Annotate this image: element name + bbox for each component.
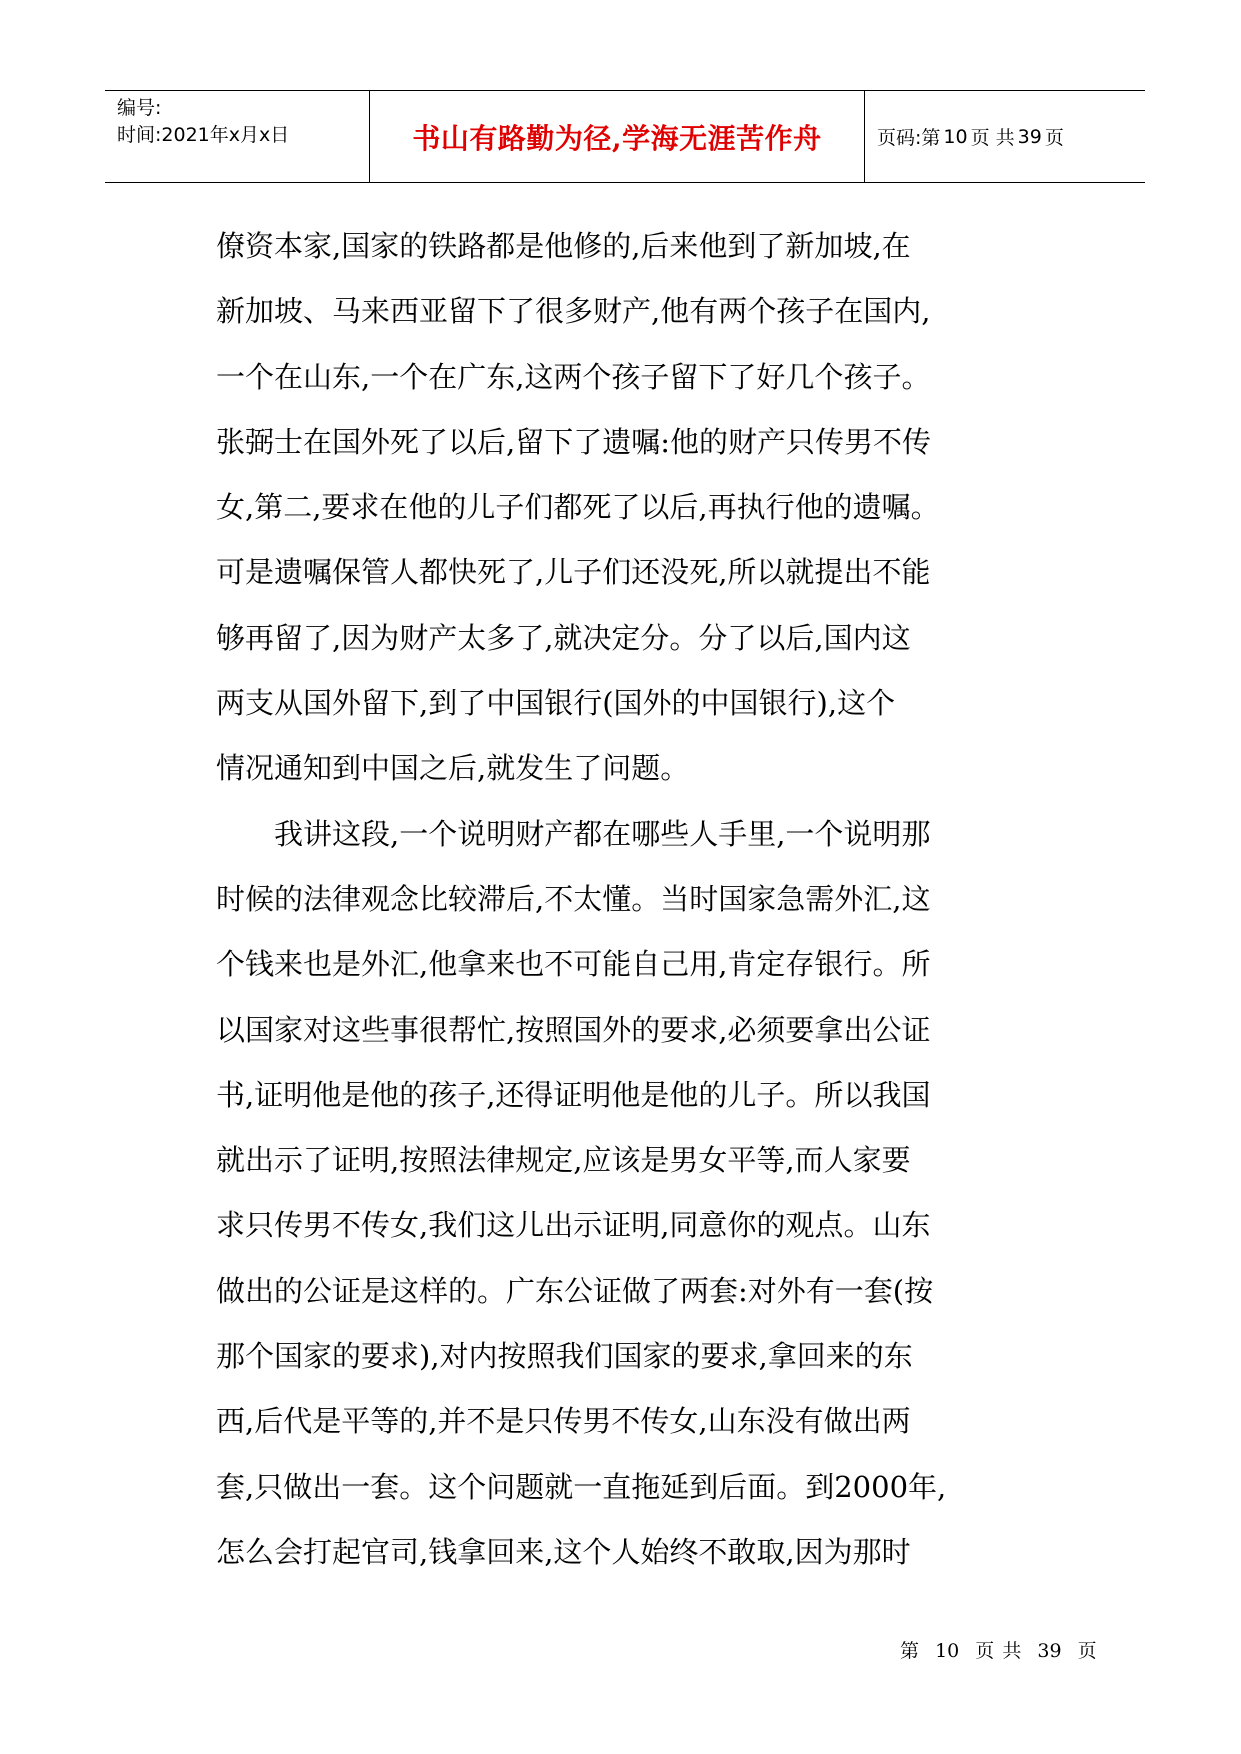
header-page-mid: 页 共	[970, 127, 1015, 149]
body-line: 做出的公证是这样的。广东公证做了两套:对外有一套(按	[216, 1273, 934, 1308]
footer-suffix: 页	[1077, 1640, 1097, 1662]
body-line: 僚资本家,国家的铁路都是他修的,后来他到了新加坡,在	[216, 229, 911, 263]
page-footer	[900, 1636, 1105, 1663]
header-page-total: 39	[1017, 125, 1042, 148]
footer-page-current: 10	[935, 1640, 960, 1662]
body-line: 情况通知到中国之后,就发生了问题。	[216, 751, 690, 786]
header-page-indicator	[865, 91, 1145, 182]
footer-mid: 页 共	[975, 1640, 1022, 1662]
header-page-current: 10	[943, 125, 968, 148]
body-line: 新加坡、马来西亚留下了很多财产,他有两个孩子在国内,	[216, 294, 931, 329]
body-line: 就出示了证明,按照法律规定,应该是男女平等,而人家要	[216, 1143, 911, 1178]
body-line: 张弼士在国外死了以后,留下了遗嘱:他的财产只传男不传	[216, 424, 931, 459]
body-line: 可是遗嘱保管人都快死了,儿子们还没死,所以就提出不能	[216, 555, 931, 590]
document-number-label: 编号:	[117, 97, 162, 119]
body-line: 个钱来也是外汇,他拿来也不可能自己用,肯定存银行。所	[216, 947, 931, 982]
header-page-suffix: 页	[1044, 127, 1064, 149]
body-line: 求只传男不传女,我们这儿出示证明,同意你的观点。山东	[216, 1208, 931, 1243]
body-line: 女,第二,要求在他的儿子们都死了以后,再执行他的遗嘱。	[216, 490, 940, 525]
footer-prefix: 第	[900, 1640, 920, 1662]
header-meta	[105, 91, 370, 182]
body-line: 书,证明他是他的孩子,还得证明他是他的儿子。所以我国	[216, 1077, 931, 1112]
body-line: 一个在山东,一个在广东,这两个孩子留下了好几个孩子。	[216, 359, 931, 394]
footer-page-total: 39	[1037, 1640, 1062, 1662]
body-line: 那个国家的要求),对内按照我们国家的要求,拿回来的东	[216, 1339, 913, 1374]
body-line-indented: 我讲这段,一个说明财产都在哪些人手里,一个说明那	[274, 816, 931, 851]
body-line: 两支从国外留下,到了中国银行(国外的中国银行),这个	[216, 686, 896, 721]
header-page-prefix: 页码:第	[877, 127, 941, 149]
document-time-label: 时间:2021年x月x日	[117, 124, 290, 146]
body-line: 时候的法律观念比较滞后,不太懂。当时国家急需外汇,这	[216, 881, 931, 916]
body-line: 够再留了,因为财产太多了,就决定分。分了以后,国内这	[216, 620, 911, 655]
body-line: 以国家对这些事很帮忙,按照国外的要求,必须要拿出公证	[216, 1012, 931, 1047]
page-header	[105, 90, 1145, 183]
body-line: 套,只做出一套。这个问题就一直拖延到后面。到2000年,	[216, 1469, 947, 1504]
body-line: 西,后代是平等的,并不是只传男不传女,山东没有做出两	[216, 1404, 911, 1439]
body-line: 怎么会打起官司,钱拿回来,这个人始终不敢取,因为那时	[216, 1534, 911, 1569]
header-motto: 书山有路勤为径,学海无涯苦作舟	[370, 91, 865, 182]
document-body	[216, 214, 1066, 1585]
